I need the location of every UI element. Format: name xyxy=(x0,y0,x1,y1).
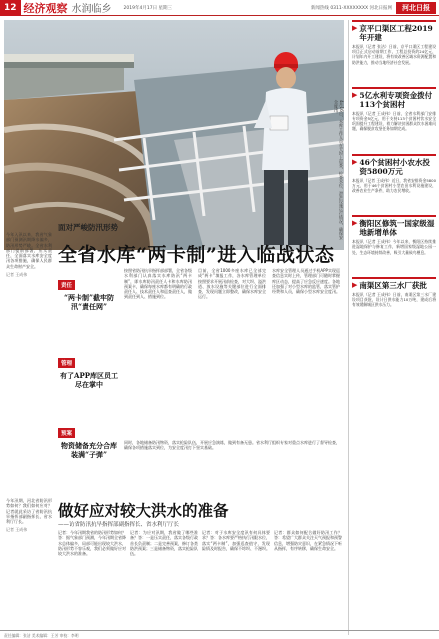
bullet-icon: ▶ xyxy=(352,280,358,289)
article2-headline[interactable]: 做好应对较大洪水的准备 xyxy=(58,501,229,520)
bullet-icon: ▶ xyxy=(352,157,358,166)
article1-byline: 记者 王成伟 xyxy=(6,272,28,278)
subsection-title: 水润临乡 xyxy=(71,4,112,15)
brief-title: 南渠区第三水厂获批 xyxy=(359,280,427,290)
brief-text: 本报讯（记者 王成伟）日前，南渠区第三水厂建设项目获批，设计日供水能力10万吨，建成后将有效缓解城区供水压力。 xyxy=(352,291,436,308)
pullquote-label: 管理 xyxy=(58,358,75,368)
article2-column: 记者：今年汛期我省的防汛形势如何？答：据气象部门预测，今年汛期全省降水总体偏多，局部可能出现较大洪水，防汛形势不容乐观，我们必须做好应对较大洪水的准备。 xyxy=(58,530,126,557)
dam-inspection-photo xyxy=(4,20,344,250)
page-number: 12 xyxy=(0,0,21,16)
article2-intro xyxy=(6,498,52,533)
pullquote-label: 责任 xyxy=(58,280,75,290)
article1-intro xyxy=(6,232,52,277)
article1-headline[interactable]: 全省水库“两卡制”进入临战状态 xyxy=(58,244,335,266)
brief-title: 衡阳区修筑一国家级湿地新增单体 xyxy=(359,219,435,238)
pullquote-plan xyxy=(58,420,120,459)
brief-item[interactable] xyxy=(352,87,436,132)
article2-column: 记者：群众如何配合做好防汛工作？答：希望广大群众关注天气预报和预警信息，增强防灾意识，在紧急情况下听从指挥，有序转移，确保生命安全。 xyxy=(274,530,342,551)
brief-title: 5亿水利专项资金拨付113个贫困村 xyxy=(359,90,433,109)
article1-column: 同时，各地储备防汛物资，落实抢险队伍，开展应急演练，做到有备无患。省水利厅组织专家对重点水库进行了督导检查，确保各项措施落实到位，为安全度汛打下坚实基础。 xyxy=(124,440,340,451)
pullquote-label: 预案 xyxy=(58,428,75,438)
bullet-icon: ▶ xyxy=(352,90,358,99)
newspaper-logo: 河北日报 xyxy=(396,2,436,14)
article1-intro-text: 今年入汛以来，我省气象部门预测汛期降水偏多，防汛形势严峻。全省水利部门提前部署，压实责任，全面落实水库安全度汛各项措施，确保人民群众生命财产安全。 xyxy=(6,232,52,269)
article2-byline: 记者 王成伟 xyxy=(6,527,28,533)
article2-intro-text: 今年汛期，河北省防汛形势如何？我们如何应对？记者就此采访了省防汛抗旱指挥部副指挥长、省水利厅厅长。 xyxy=(6,498,52,525)
article1-column: 水库安全管理人员通过手机APP实现巡查信息实时上传，管理部门可随时掌握库区动态，提高了应急反应速度。各地还加强了对小型水库的监管，落实管护经费和人员，确保小型水库安全度汛。 xyxy=(272,268,340,295)
pullquote-text: 物资储备充分合库装满“子弹” xyxy=(61,441,117,459)
article2-column: 记者：对于水库安全度汛有何具体要求？答：各水库要严格执行汛限水位，落实“两卡制”，加强巡查值守，发现险情及时报告，确保不垮坝、不漫坝。 xyxy=(202,530,270,551)
pullquote-text: 有了APP库区员工尽在掌中 xyxy=(60,371,118,389)
article2-column: 记者：为应对汛期，我省做了哪些准备？答：一是压实责任，落实各级行政首长负责制；二是完善预案，修订各类防洪预案；三是储备物资，落实抢险队伍。 xyxy=(130,530,198,557)
bullet-icon: ▶ xyxy=(352,24,358,32)
brief-item[interactable] xyxy=(352,277,436,308)
brief-item[interactable] xyxy=(352,154,436,194)
brief-title: 京平口渠区工程2019年开建 xyxy=(359,24,433,42)
brief-item[interactable] xyxy=(352,20,436,65)
article2-subheadline: ——访省防汛抗旱指挥部副指挥长、省水利厅厅长 xyxy=(58,522,180,528)
brief-text: 本报讯（记者 王成伟）日前，全省水利部门安排专项资金5亿元，用于支持113个贫困村饮水安全巩固提升工程建设，着力解决贫困群众饮水困难问题，确保脱贫攻坚任务如期完成。 xyxy=(352,110,436,132)
brief-title: 46个贫困村小农水投资5800万元 xyxy=(359,157,430,176)
bullet-icon: ▶ xyxy=(352,219,358,228)
page-header xyxy=(0,0,439,16)
section-title: 经济观察 xyxy=(23,1,68,15)
photo-illustration xyxy=(4,20,344,250)
photo-caption: 4月16日，水库工作人员在大坝上巡查，检查水位、泄洪设施运行情况，确保安全度汛。 xyxy=(334,100,344,240)
brief-item[interactable] xyxy=(352,215,436,255)
pullquote-text: “两卡制”截牢防汛“責任网” xyxy=(63,293,115,311)
news-brief-sidebar xyxy=(348,20,436,635)
page-footer: 责任编辑：张洁 美术编辑：王芳 审校：李明 xyxy=(0,630,439,639)
brief-text: 本报讯（记者 张洁）日前，京平口渠区工程建设项目正式启动前期工作，工程总投资约24亿元，计划年内开工建设，将有效改善区域水资源配置和防洪能力，推动当地经济社会发展。 xyxy=(352,44,436,65)
publish-date: 2019年4月17日 星期三 xyxy=(123,5,173,11)
pullquote-management xyxy=(58,350,120,389)
header-links[interactable]: 新闻热线 0311-XXXXXXXX 河北日报网 xyxy=(310,5,392,11)
article1-column: 按照省防汛抗旱指挥部部署，全省各级水利部门认真落实水库防汛“两卡制”，即水库防汛责任人卡和水库防汛预案卡，确保每座水库都有明确的行政责任人、技术责任人和巡查责任人，做到责任到人、措施到位。 xyxy=(124,268,192,300)
article1-column: 目前，全省1000多座水库已全部完成“两卡”填报工作，各水库管理单位按照要求开展汛前检查，对大坝、溢洪道、放水设施等关键部位进行全面排查，发现问题立即整改，确保水库安全运行。 xyxy=(198,268,266,300)
brief-text: 本报讯（记者 王成伟）近日，我省安排资金5800万元，用于46个贫困村小型农田水利设施建设，改善农业生产条件，助力农民增收。 xyxy=(352,177,436,194)
pullquote-responsibility xyxy=(58,272,120,311)
brief-text: 本报讯（记者 王成伟）今年以来，衡阳区持续推进湿地保护与修复工作，新增国家级湿地公园一处，生态环境持续改善，吸引大量候鸟栖息。 xyxy=(352,239,436,255)
article1-kicker: 面对严峻防汛形势 xyxy=(58,223,118,232)
